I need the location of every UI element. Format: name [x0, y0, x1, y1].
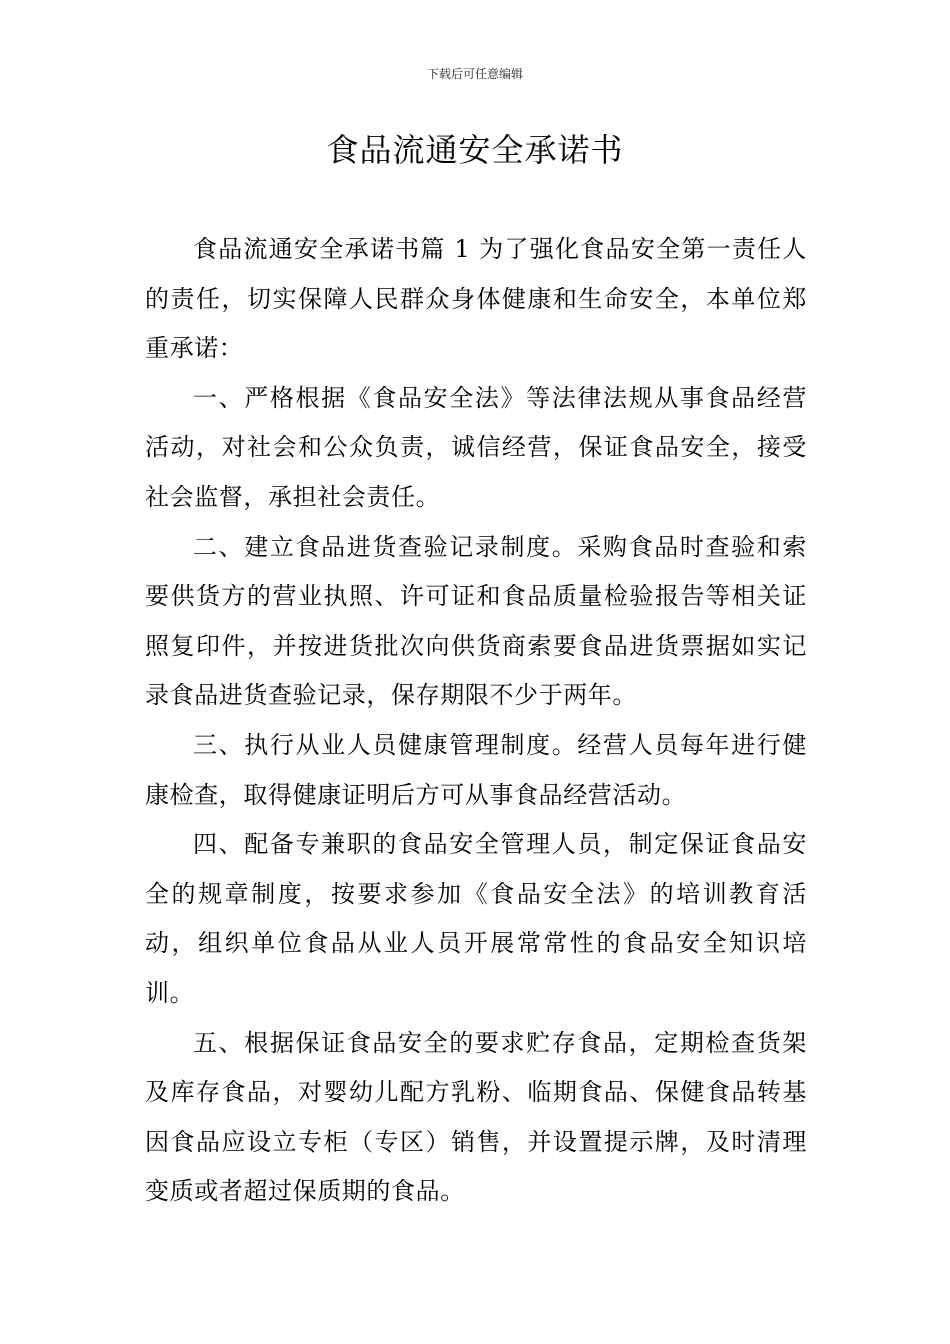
paragraph-item-1: 一、严格根据《食品安全法》等法律法规从事食品经营活动，对社会和公众负责，诚信经营，保证食品安全，接受社会监督，承担社会责任。: [145, 383, 807, 511]
document-body: [145, 225, 807, 1217]
header-note: 下载后可任意编辑: [426, 67, 523, 81]
paragraph-item-3: 三、执行从业人员健康管理制度。经营人员每年进行健康检查，取得健康证明后方可从事食品经营活动。: [145, 730, 807, 809]
paragraph-item-4: 四、配备专兼职的食品安全管理人员，制定保证食品安全的规章制度，按要求参加《食品安全法》的培训教育活动，组织单位食品从业人员开展常常性的食品安全知识培训。: [145, 830, 807, 1007]
document-title: 食品流通安全承诺书: [326, 131, 624, 169]
paragraph-intro: 食品流通安全承诺书篇 1 为了强化食品安全第一责任人的责任，切实保障人民群众身体健康和生命安全，本单位郑重承诺：: [145, 235, 807, 363]
paragraph-item-5: 五、根据保证食品安全的要求贮存食品，定期检查货架及库存食品，对婴幼儿配方乳粉、临期食品、保健食品转基因食品应设立专柜（专区）销售，并设置提示牌，及时清理变质或者超过保质期的食品。: [145, 1028, 807, 1206]
paragraph-item-2: 二、建立食品进货查验记录制度。采购食品时查验和索要供货方的营业执照、许可证和食品质量检验报告等相关证照复印件，并按进货批次向供货商索要食品进货票据如实记录食品进货查验记录，保存期限不少于两年。: [145, 532, 807, 710]
